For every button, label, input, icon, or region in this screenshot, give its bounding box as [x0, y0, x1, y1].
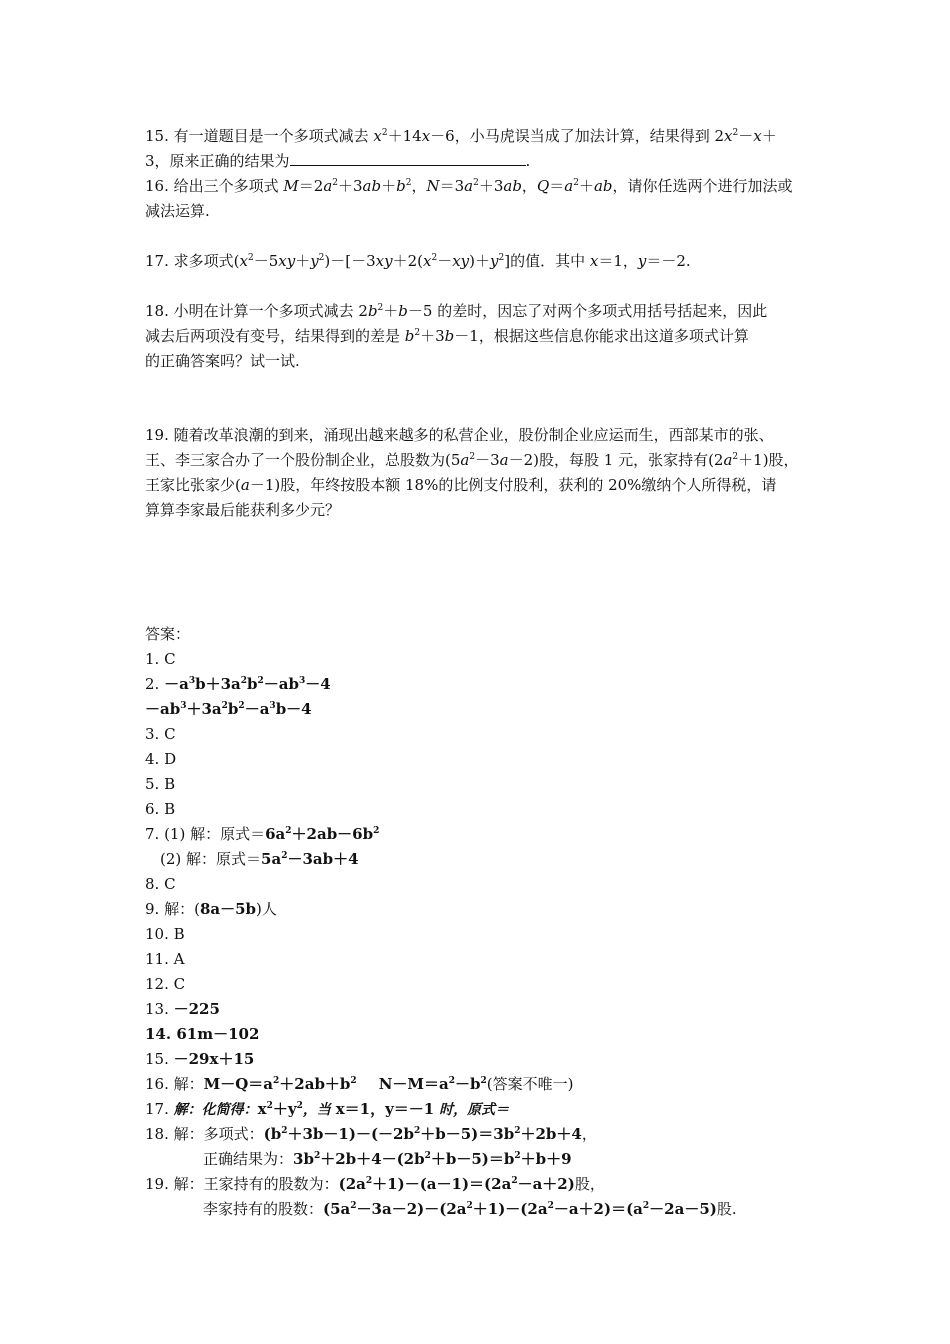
answer-19-line1: 19. 解：王家持有的股数为：$(2a^2+1)-(a-1)=(2a^2-a+2)$股， — [145, 1175, 605, 1193]
question-18 — [145, 299, 815, 374]
answer-2-line1: 2. $-a^3b+3a^2b^2-ab^3-4$ — [145, 675, 331, 693]
answer-14: 14. 61m－102 — [145, 1025, 260, 1043]
answers-heading: 答案： — [145, 625, 191, 643]
answer-7-1: 7. (1) 解：原式$=6a^2+2ab-6b^2$ — [145, 825, 380, 843]
answer-5: 5. B — [145, 775, 176, 793]
answer-15: 15. －29x＋15 — [145, 1050, 255, 1068]
q16-line1: 16. 给出三个多项式 $M=2a^2+3ab+b^2$，$N=3a^2+3ab$，$Q=a^2+ab$，请你任选两个进行加法或 — [145, 177, 793, 195]
answer-11: 11. A — [145, 950, 185, 968]
answer-3: 3. C — [145, 725, 176, 743]
answer-19-line2: 李家持有的股数：$(5a^2-3a-2)-(2a^2+1)-(2a^2-a+2)=(a^2-2a-5)$股. — [203, 1200, 737, 1218]
question-17 — [145, 249, 815, 274]
answer-blank — [290, 150, 526, 166]
answer-18-line1: 18. 解：多项式：$(b^2+3b-1)-(-2b^2+b-5)=3b^2+2b+4$， — [145, 1125, 597, 1143]
question-15 — [145, 124, 815, 174]
q19-line1: 19. 随着改革浪潮的到来，涌现出越来越多的私营企业，股份制企业应运而生，西部某市的张、 — [145, 426, 774, 444]
answer-13: 13. －225 — [145, 1000, 220, 1018]
q16-line2: 减法运算. — [145, 202, 210, 220]
answer-10: 10. B — [145, 925, 185, 943]
q15-line1: 15. 有一道题目是一个多项式减去 $x^2+14x-6$，小马虎误当成了加法计算，结果得到 $2x^2-x+$ — [145, 127, 777, 145]
q19-line2: 王、李三家合办了一个股份制企业，总股数为$(5a^2-3a-2)$股，每股 1 元，张家持有$(2a^2+1)$股， — [145, 451, 799, 469]
q18-line1: 18. 小明在计算一个多项式减去 $2b^2+b-5$ 的差时，因忘了对两个多项式用括号括起来，因此 — [145, 302, 768, 320]
answer-16: 16. 解：$M-Q=a^2+2ab+b^2$ $N-M=a^2-b^2$(答案不唯一) — [145, 1075, 574, 1093]
question-19 — [145, 423, 815, 523]
answer-1: 1. C — [145, 650, 176, 668]
q19-line3: 王家比张家少(a－1)股，年终按股本额 18%的比例支付股利，获利的 20%缴纳个人所得税，请 — [145, 476, 777, 494]
q18-line2: 减去后两项没有变号，结果得到的差是 $b^2+3b-1$，根据这些信息你能求出这道多项式计算 — [145, 327, 749, 345]
answer-17: 17. 解：化简得：$x^2+y^2$，当 x＝1，y＝－1 时，原式＝ — [145, 1100, 510, 1118]
answers-section — [145, 622, 815, 1222]
q15-line2: 3，原来正确的结果为 . — [145, 152, 531, 170]
answer-8: 8. C — [145, 875, 176, 893]
q19-line4: 算算李家最后能获利多少元？ — [145, 501, 341, 519]
answer-4: 4. D — [145, 750, 177, 768]
answer-7-2: (2) 解：原式$=5a^2-3ab+4$ — [160, 850, 359, 868]
answer-6: 6. B — [145, 800, 176, 818]
answer-12: 12. C — [145, 975, 186, 993]
answer-9: 9. 解：(8a－5b)人 — [145, 900, 277, 918]
q18-line3: 的正确答案吗？试一试. — [145, 352, 300, 370]
q17-line1: 17. 求多项式$(x^2-5xy+y^2)-[-3xy+2(x^2-xy)+y^2]$的值．其中 x＝1，y＝－2. — [145, 252, 691, 270]
question-16 — [145, 174, 815, 224]
answer-2-line2: $-ab^3+3a^2b^2-a^3b-4$ — [145, 700, 312, 718]
answer-18-line2: 正确结果为：$3b^2+2b+4-(2b^2+b-5)=b^2+b+9$ — [203, 1150, 572, 1168]
